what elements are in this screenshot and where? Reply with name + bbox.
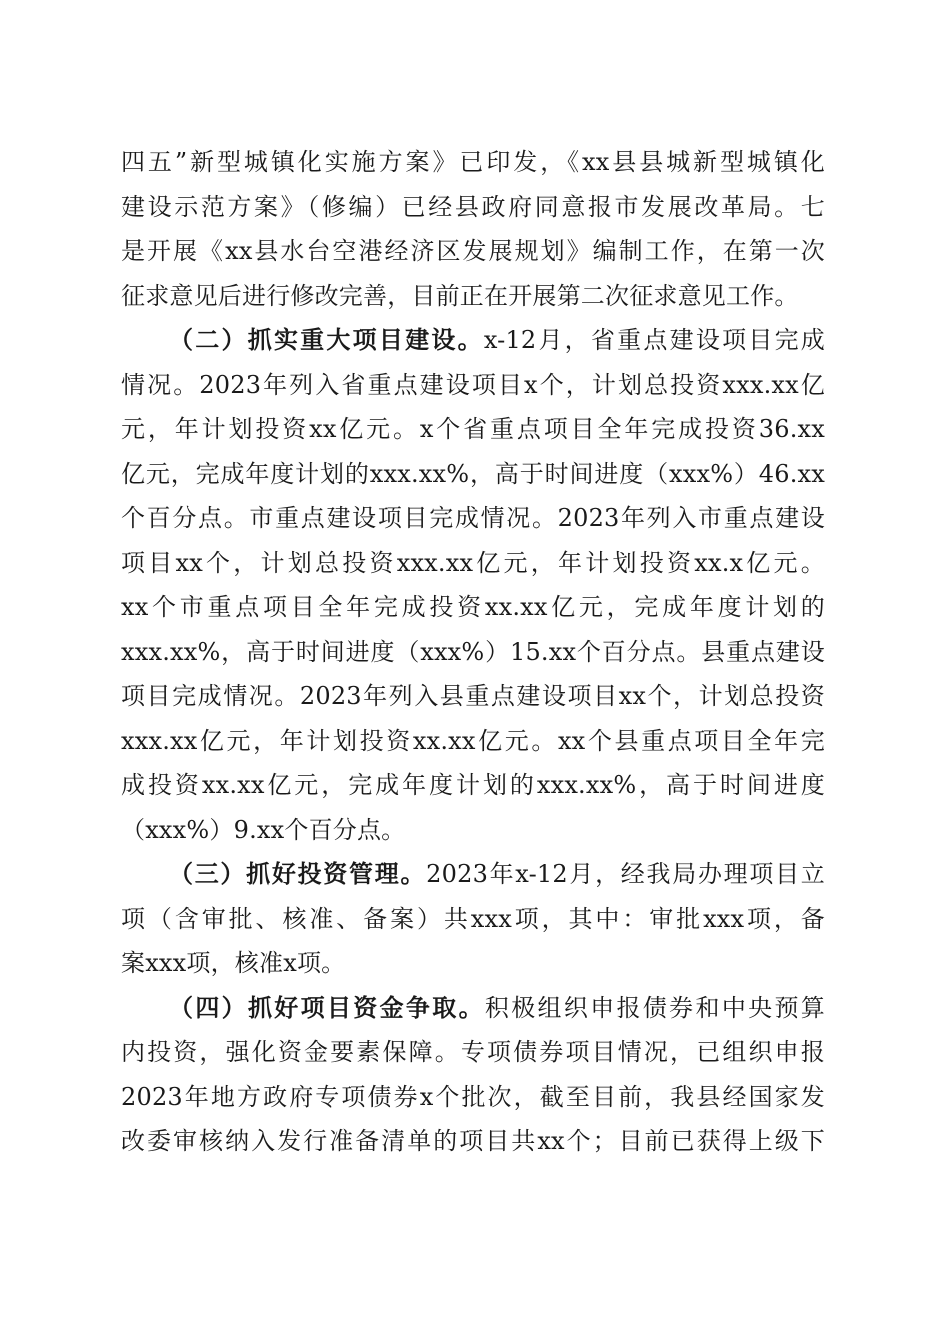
paragraph-line: 项目完成情况。2023年列入县重点建设项目xx个，计划总投资 [121, 682, 825, 710]
section-heading: （三）抓好投资管理。 [169, 859, 427, 888]
paragraph-line: 项目xx个，计划总投资xxx.xx亿元，年计划投资xx.x亿元。 [121, 548, 825, 577]
paragraph-line: 情况。2023年列入省重点建设项目x个，计划总投资xxx.xx亿 [121, 370, 825, 399]
paragraph-line: xxx.xx%，高于时间进度（xxx%）15.xx个百分点。县重点建设 [121, 637, 825, 666]
paragraph-line: 项（含审批、核准、备案）共xxx项，其中：审批xxx项，备 [121, 904, 825, 933]
paragraph-line: 内投资，强化资金要素保障。专项债券项目情况，已组织申报 [121, 1038, 825, 1066]
paragraph-line: （xxx%）9.xx个百分点。 [121, 815, 406, 844]
paragraph-line: 成投资xx.xx亿元，完成年度计划的xxx.xx%，高于时间进度 [121, 771, 825, 799]
paragraph-line: 案xxx项，核准x项。 [121, 949, 346, 977]
paragraph-line: 亿元，完成年度计划的xxx.xx%，高于时间进度（xxx%）46.xx [121, 459, 825, 488]
section-heading: （四）抓好项目资金争取。 [169, 992, 485, 1022]
paragraph-line: 建设示范方案》（修编）已经县政府同意报市发展改革局。七 [121, 192, 825, 221]
paragraph-text: 2023年x-12月，经我局办理项目立 [426, 860, 826, 888]
paragraph-line: xx个市重点项目全年完成投资xx.xx亿元，完成年度计划的 [121, 593, 825, 621]
document-body [121, 140, 825, 1164]
paragraph-text: 积极组织申报债券和中央预算 [484, 993, 825, 1022]
paragraph-line: 个百分点。市重点建设项目完成情况。2023年列入市重点建设 [121, 504, 825, 532]
paragraph-first-line [121, 852, 825, 897]
paragraph-line: 改委审核纳入发行准备清单的项目共xx个；目前已获得上级下 [121, 1127, 825, 1155]
paragraph-first-line [121, 986, 825, 1031]
paragraph-line: 是开展《xx县水台空港经济区发展规划》编制工作，在第一次 [121, 237, 825, 265]
paragraph-first-line [121, 318, 825, 363]
paragraph-line: 2023年地方政府专项债券x个批次，截至目前，我县经国家发 [121, 1082, 825, 1111]
paragraph-text: x-12月，省重点建设项目完成 [483, 326, 826, 354]
section-heading: （二）抓实重大项目建设。 [169, 325, 484, 354]
paragraph-line: 征求意见后进行修改完善，目前正在开展第二次征求意见工作。 [121, 281, 799, 310]
paragraph-line: 四五”新型城镇化实施方案》已印发，《xx县县城新型城镇化 [121, 148, 825, 176]
paragraph-line: xxx.xx亿元，年计划投资xx.xx亿元。xx个县重点项目全年完 [121, 726, 825, 755]
paragraph-line: 元，年计划投资xx亿元。x个省重点项目全年完成投资36.xx [121, 415, 825, 443]
